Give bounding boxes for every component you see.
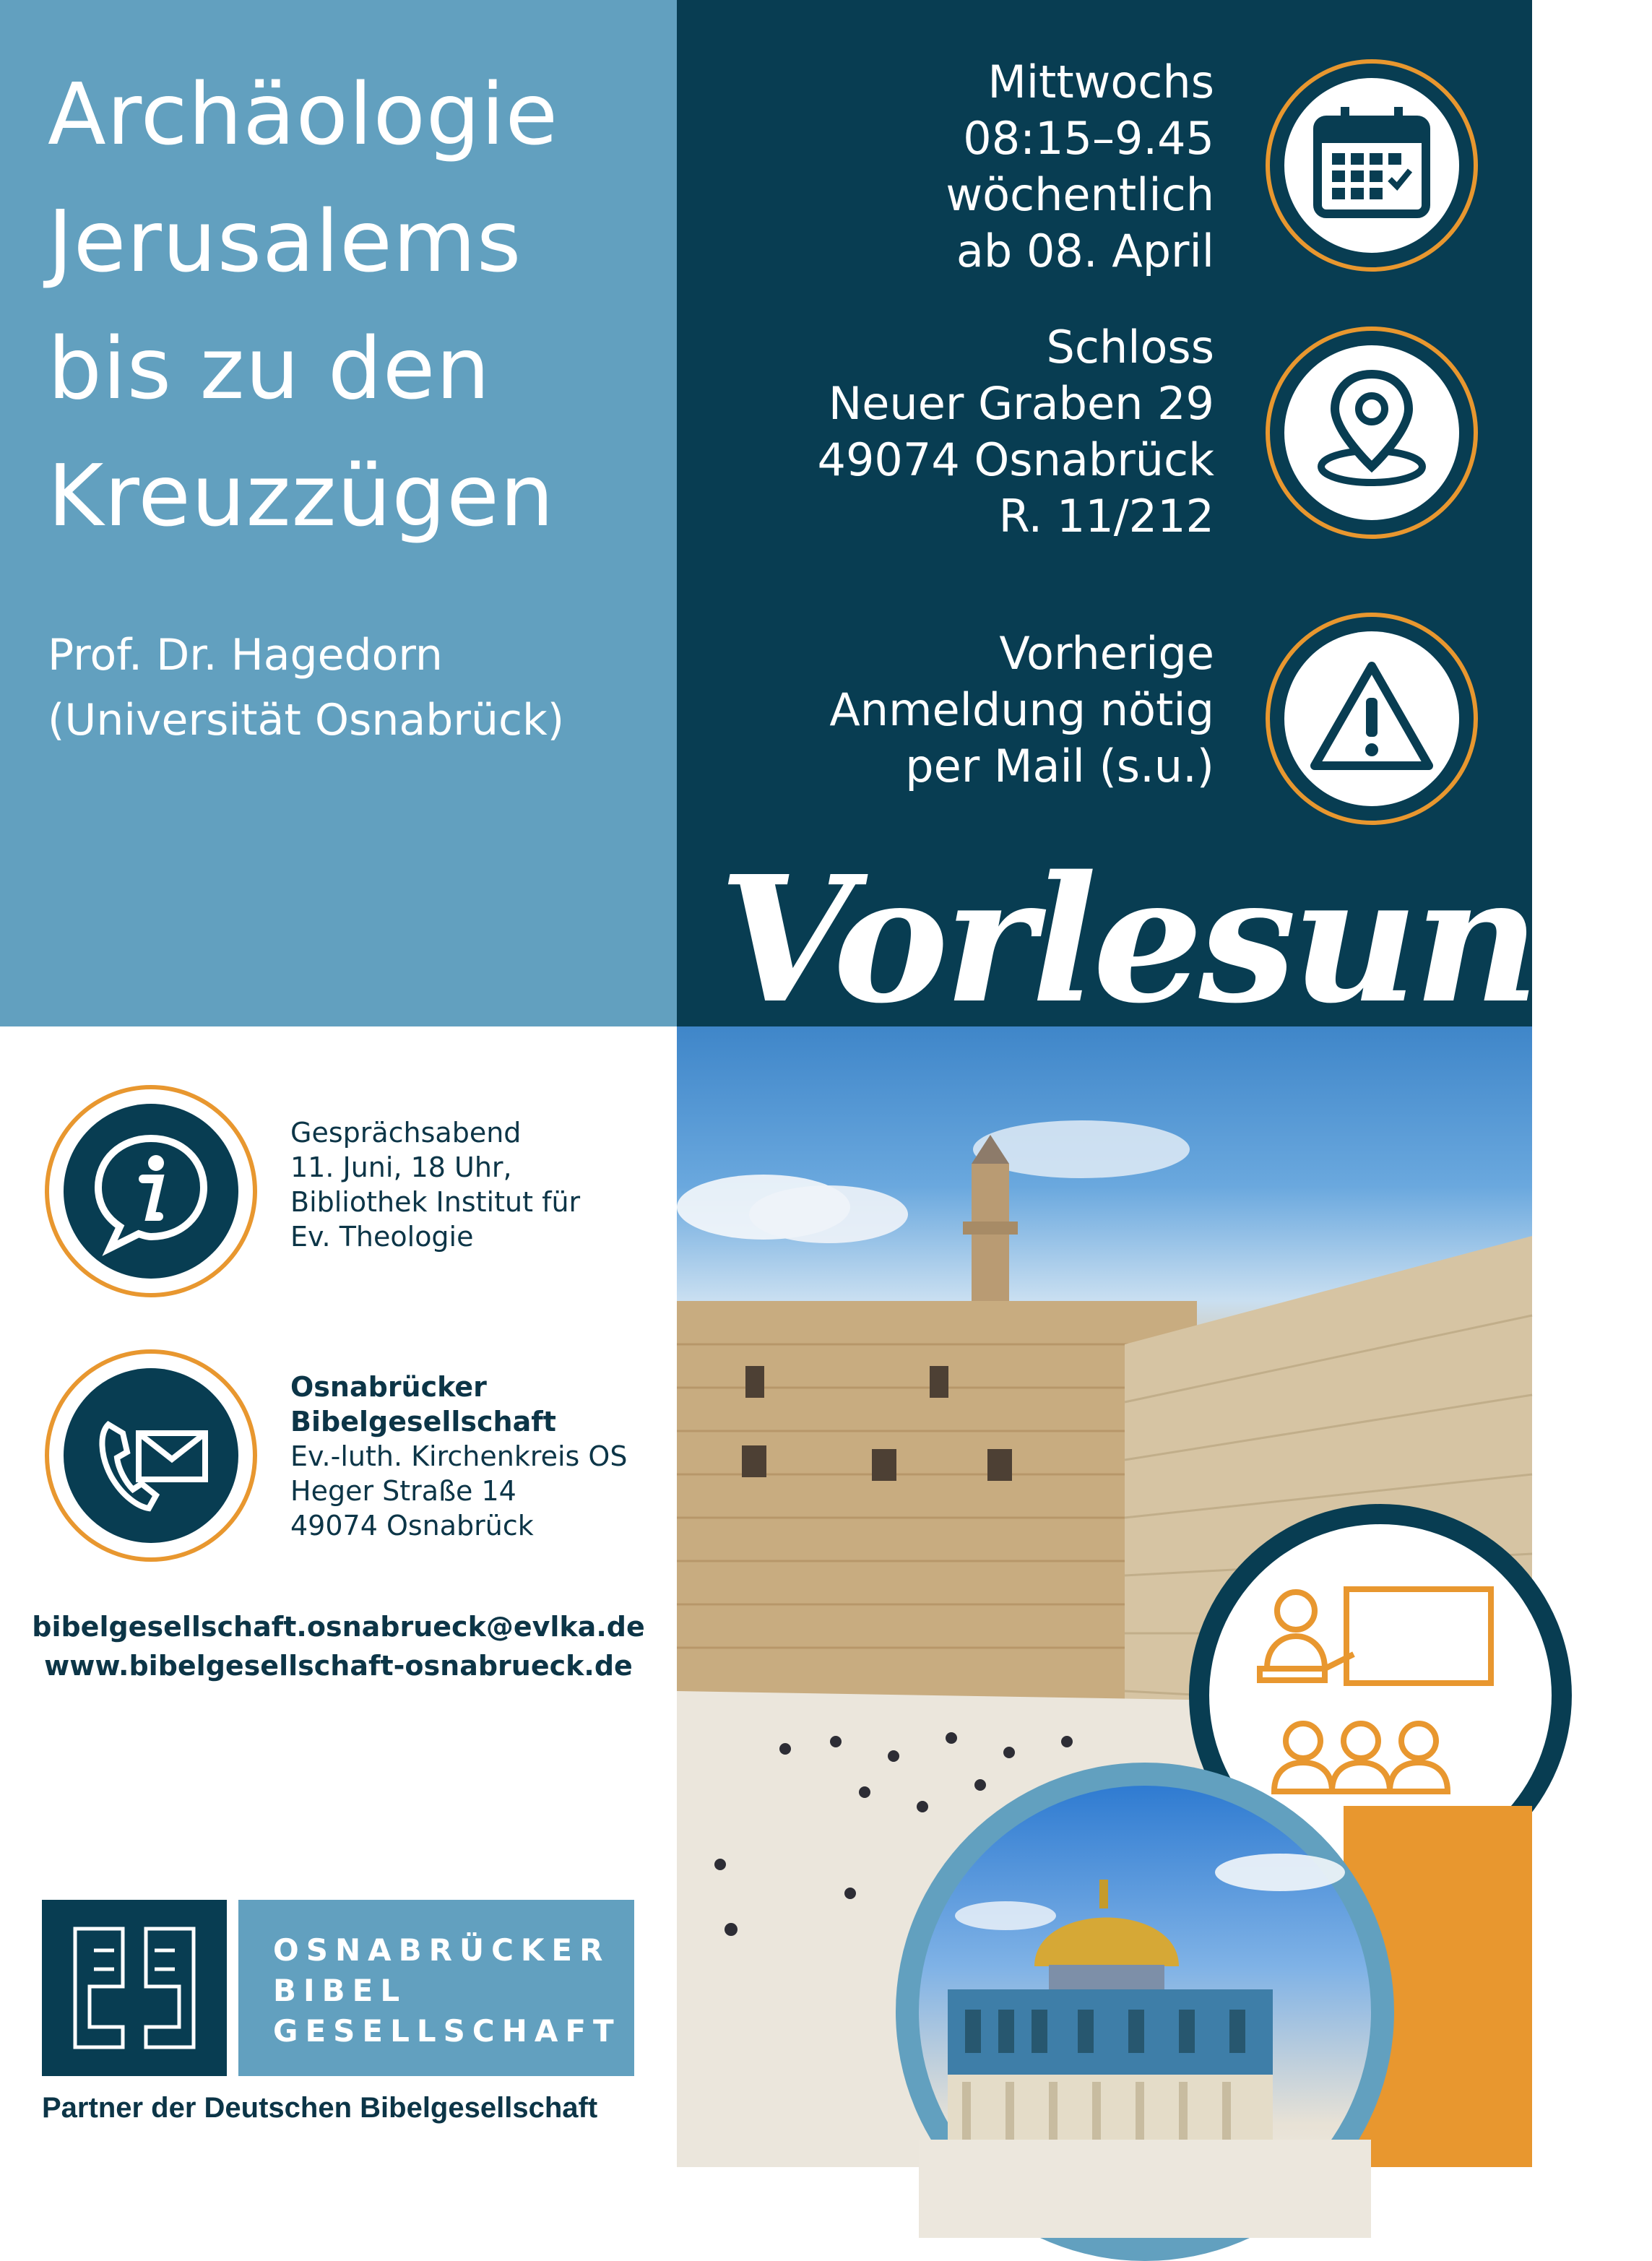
title-line-2: Jerusalems xyxy=(48,191,522,291)
contact-address-line: 49074 Osnabrück xyxy=(290,1510,534,1542)
discussion-line: 11. Juni, 18 Uhr, xyxy=(290,1151,512,1183)
title-line-1: Archäologie xyxy=(48,64,559,164)
vorlesung-banner: Vorlesung xyxy=(719,838,1652,1042)
logo-text-box xyxy=(238,1900,634,2076)
speaker-name: Prof. Dr. Hagedorn xyxy=(48,630,443,680)
contact-org-line: Bibelgesellschaft xyxy=(290,1406,556,1438)
phone-mail-icon xyxy=(64,1368,238,1543)
info-icon-ring xyxy=(45,1085,257,1297)
location-pin-icon xyxy=(1284,345,1459,520)
warning-icon-ring xyxy=(1266,613,1478,825)
info-icon xyxy=(64,1104,238,1279)
calendar-icon-ring xyxy=(1266,59,1478,272)
location-line: Schloss xyxy=(1046,321,1214,373)
calendar-icon xyxy=(1284,78,1459,253)
logo-line: OSNABRÜCKER xyxy=(273,1932,610,1968)
dome-of-the-rock-photo xyxy=(919,1786,1371,2238)
discussion-line: Gesprächsabend xyxy=(290,1117,522,1149)
location-info xyxy=(818,319,1214,545)
contact-org-line: Osnabrücker xyxy=(290,1371,487,1403)
partner-tagline: Partner der Deutschen Bibelgesellschaft xyxy=(42,2092,598,2124)
discussion-line: Ev. Theologie xyxy=(290,1221,474,1253)
logo-mark xyxy=(42,1900,227,2076)
location-line: 49074 Osnabrück xyxy=(817,433,1214,486)
registration-info xyxy=(829,626,1214,795)
dome-photo-ring xyxy=(896,1763,1394,2261)
registration-line: Vorherige xyxy=(999,627,1214,680)
location-icon-ring xyxy=(1266,327,1478,539)
schedule-info xyxy=(946,54,1214,280)
contact-address-line: Ev.-luth. Kirchenkreis OS xyxy=(290,1440,628,1472)
website-link[interactable]: www.bibelgesellschaft-osnabrueck.de xyxy=(44,1650,633,1682)
bible-logo-icon xyxy=(42,1900,227,2076)
contact-icon-ring xyxy=(45,1349,257,1562)
contact-address-line: Heger Straße 14 xyxy=(290,1475,516,1507)
speaker-affiliation: (Universität Osnabrück) xyxy=(48,695,565,745)
logo-line: GESELLSCHAFT xyxy=(273,2013,621,2049)
title-line-3: bis zu den xyxy=(48,319,491,418)
schedule-line: ab 08. April xyxy=(956,225,1214,277)
discussion-line: Bibliothek Institut für xyxy=(290,1186,581,1218)
contact-info xyxy=(290,1370,627,1543)
warning-icon xyxy=(1284,631,1459,806)
schedule-line: wöchentlich xyxy=(946,168,1214,221)
location-line: Neuer Graben 29 xyxy=(828,377,1214,430)
email-link[interactable]: bibelgesellschaft.osnabrueck@evlka.de xyxy=(32,1611,645,1643)
schedule-line: 08:15–9.45 xyxy=(963,112,1214,165)
title-line-4: Kreuzzügen xyxy=(48,446,555,545)
logo-line: BIBEL xyxy=(273,1973,407,2008)
discussion-info xyxy=(290,1115,580,1254)
schedule-line: Mittwochs xyxy=(987,56,1214,108)
location-line: R. 11/212 xyxy=(998,490,1214,542)
registration-line: per Mail (s.u.) xyxy=(905,740,1214,792)
registration-line: Anmeldung nötig xyxy=(829,683,1214,736)
